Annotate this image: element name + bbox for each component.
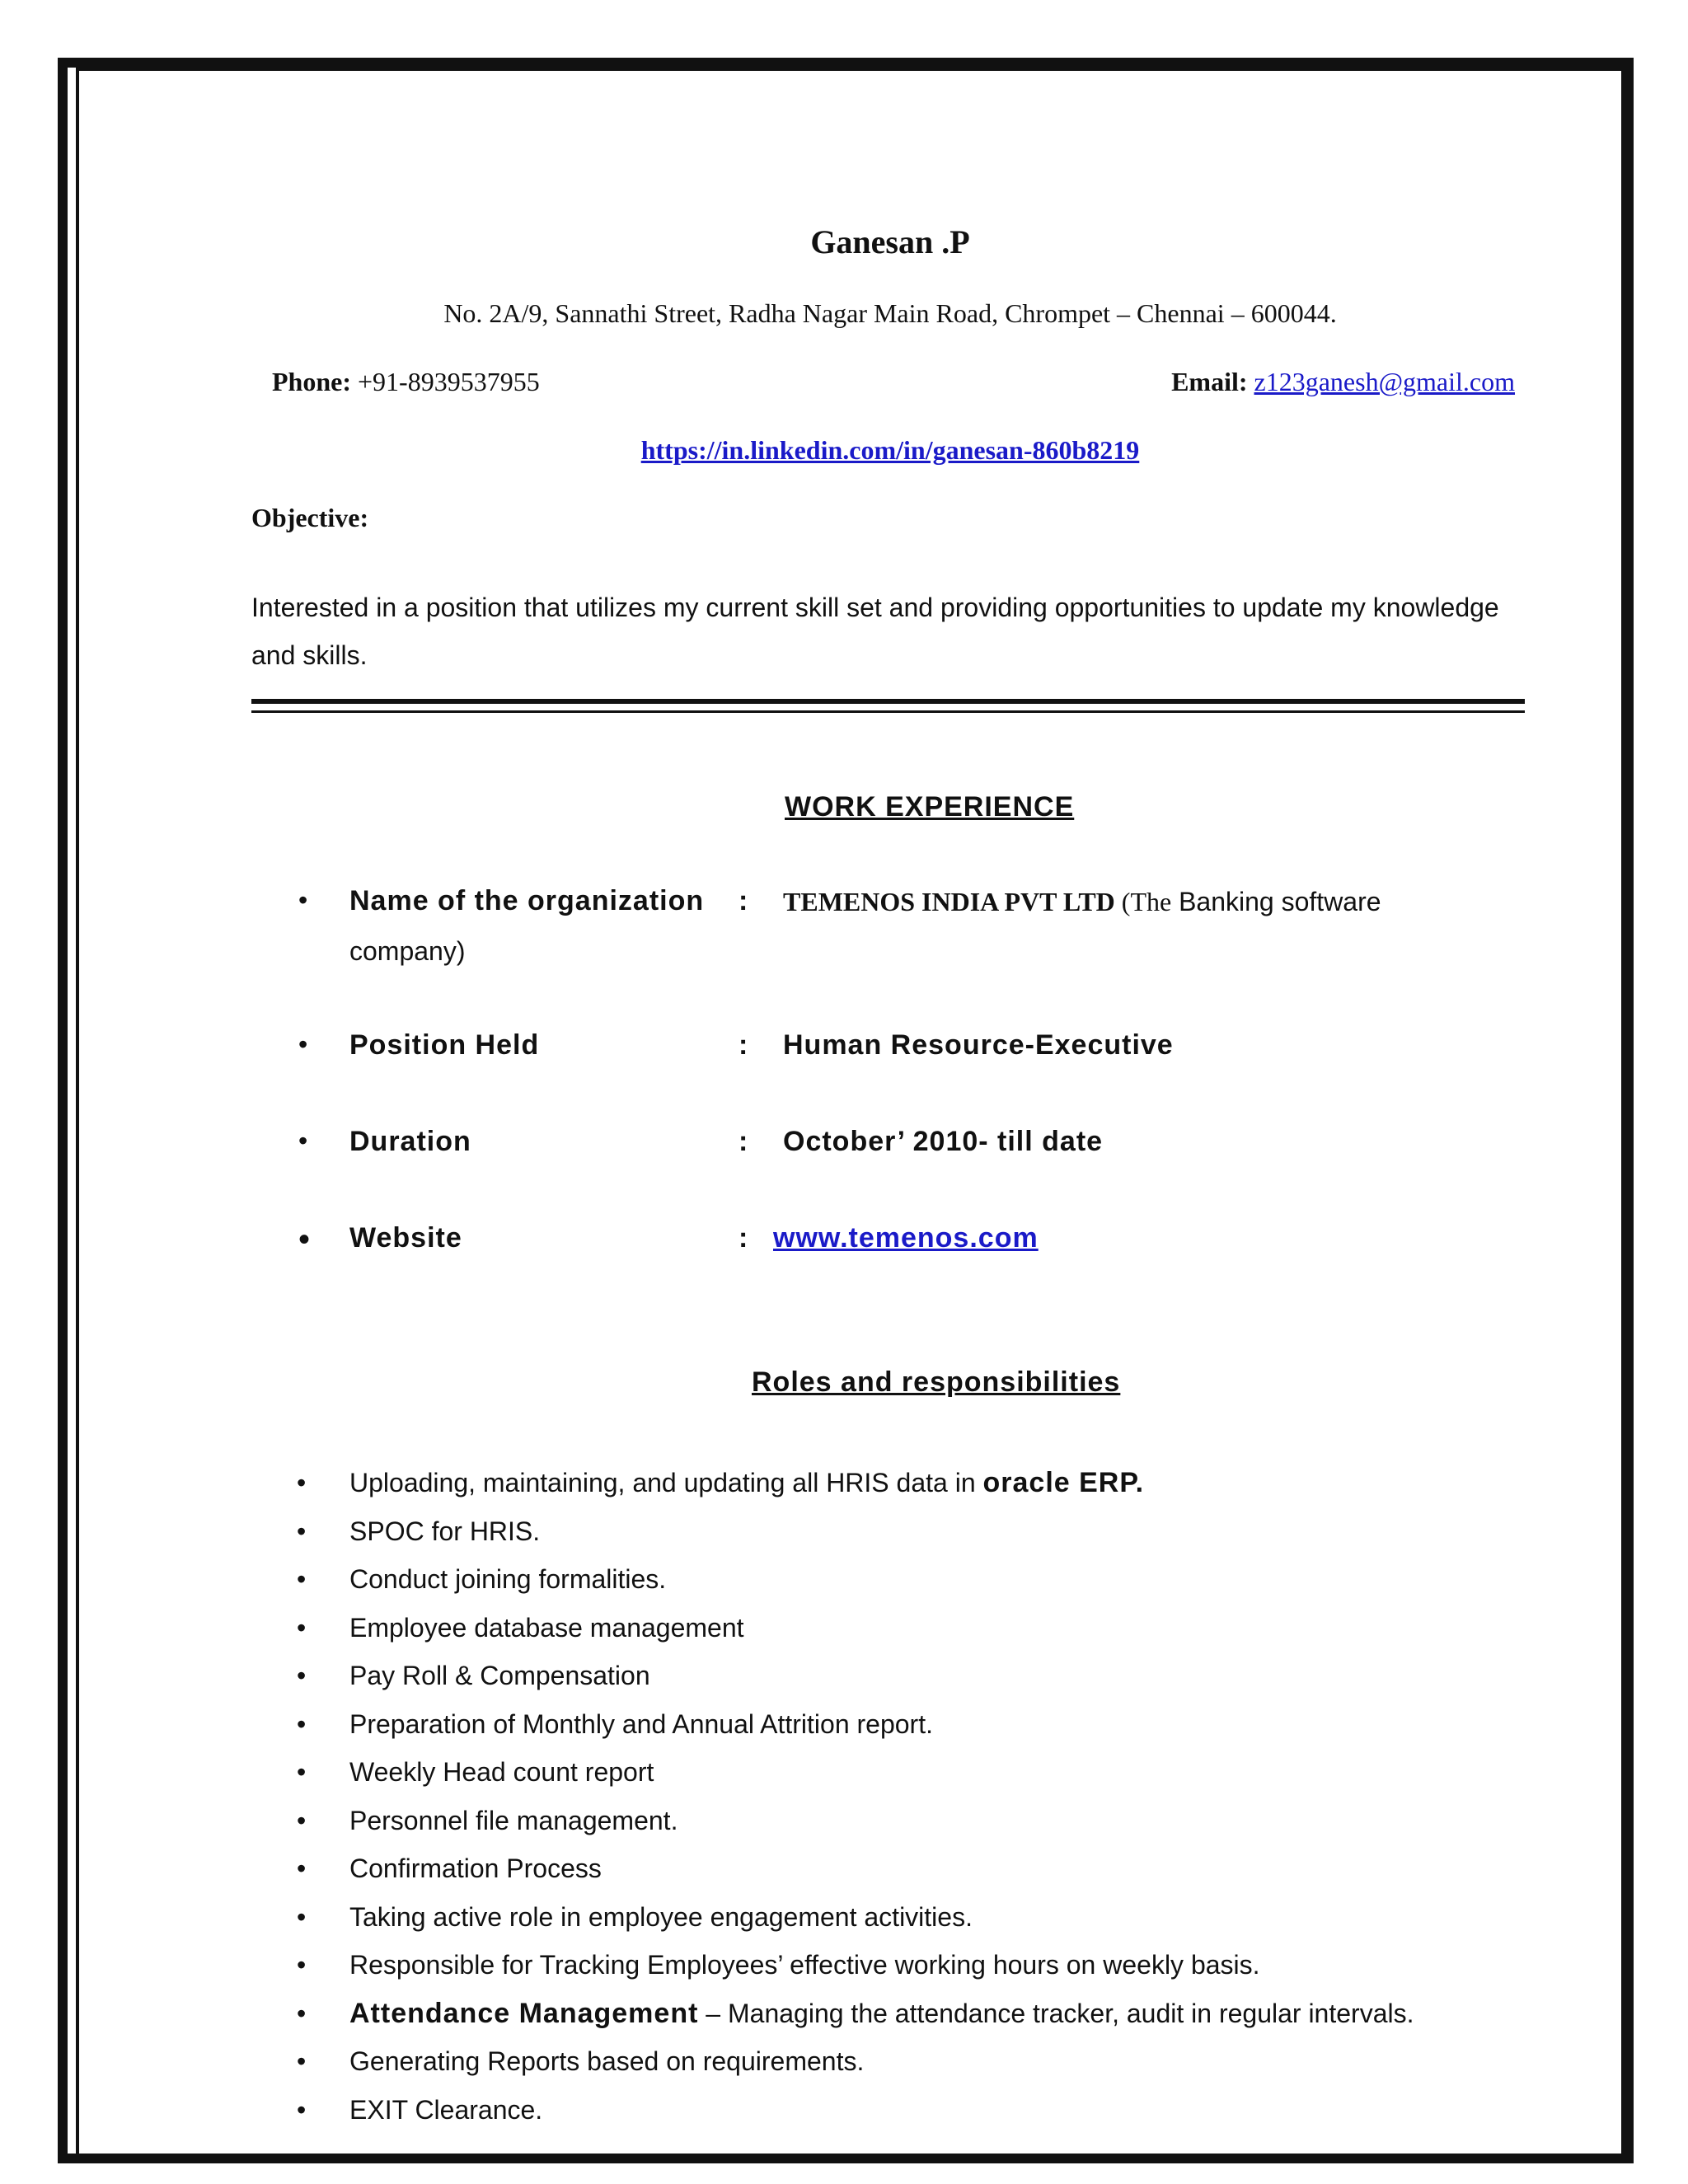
role-bullet: • — [297, 2046, 307, 2076]
duration-label: Duration — [349, 1126, 471, 1157]
role-bullet: • — [297, 1661, 307, 1690]
objective-title: Objective: — [251, 503, 369, 532]
role-item — [297, 2086, 1414, 2135]
role-text: SPOC for HRIS. — [349, 1516, 541, 1546]
website-link[interactable]: www.temenos.com — [773, 1222, 1039, 1254]
position-value: Human Resource-Executive — [783, 1029, 1174, 1061]
website-colon: : — [738, 1222, 748, 1254]
role-text: EXIT Clearance. — [349, 2094, 543, 2125]
role-bullet: • — [297, 1612, 307, 1643]
bullet-website: • — [298, 1221, 311, 1258]
email-link[interactable]: z123ganesh@gmail.com — [1254, 367, 1515, 396]
duration-colon: : — [738, 1126, 748, 1157]
linkedin-line — [0, 435, 1688, 466]
role-item — [297, 1797, 1414, 1845]
role-bullet: • — [297, 2094, 307, 2125]
roles-list — [297, 1459, 1414, 2134]
roles-title: Roles and responsibilities — [752, 1366, 1121, 1398]
role-bullet: • — [297, 1805, 307, 1835]
role-item — [297, 1700, 1414, 1749]
role-item — [297, 1844, 1414, 1893]
role-item — [297, 1990, 1414, 2038]
role-bullet: • — [297, 1998, 307, 2028]
bullet-duration: • — [298, 1126, 308, 1155]
duration-value: October’ 2010- till date — [783, 1126, 1104, 1157]
role-bullet: • — [297, 1757, 307, 1787]
objective-text: Interested in a position that utilizes my current skill set and providing opportunities to update my knowledge and skills. — [251, 593, 1499, 670]
bullet-position: • — [298, 1029, 308, 1059]
org-value — [783, 887, 1381, 917]
role-text: Responsible for Tracking Employees’ effective working hours on weekly basis. — [349, 1950, 1260, 1980]
role-bullet: • — [297, 1564, 307, 1594]
role-bold-head: Attendance Management — [349, 1997, 699, 2029]
bullet-org: • — [298, 885, 308, 915]
divider-thin — [251, 710, 1525, 713]
email-label: Email: — [1171, 367, 1248, 396]
org-desc-wrap: company) — [349, 936, 466, 966]
role-text: Pay Roll & Compensation — [349, 1661, 650, 1690]
org-name: TEMENOS INDIA PVT LTD — [783, 887, 1115, 916]
role-text: Uploading, maintaining, and updating all HRIS data in — [349, 1468, 983, 1497]
role-item — [297, 1748, 1414, 1797]
role-bullet: • — [297, 1516, 307, 1546]
role-bold-tail: oracle ERP. — [982, 1467, 1145, 1498]
role-item — [297, 1507, 1414, 1556]
position-label: Position Held — [349, 1029, 540, 1061]
phone-value: +91-8939537955 — [358, 367, 540, 396]
role-text: Taking active role in employee engagement activities. — [349, 1901, 973, 1932]
role-item — [297, 1604, 1414, 1652]
divider-thick — [251, 699, 1525, 704]
website-value — [773, 1222, 1039, 1254]
role-text: Confirmation Process — [349, 1854, 602, 1883]
candidate-name: Ganesan .P — [810, 223, 970, 260]
role-text: Conduct joining formalities. — [349, 1564, 667, 1594]
role-item — [297, 2037, 1414, 2086]
email-line — [1171, 367, 1515, 397]
role-bullet: • — [297, 1708, 307, 1739]
phone-label: Phone: — [272, 367, 351, 396]
phone-line — [272, 367, 540, 397]
role-text: – Managing the attendance tracker, audit in regular intervals. — [698, 1998, 1414, 2028]
role-text: Employee database management — [349, 1612, 744, 1643]
role-item — [297, 1941, 1414, 1990]
role-text: Generating Reports based on requirements. — [349, 2046, 865, 2076]
role-bullet: • — [297, 1854, 307, 1883]
org-desc-rest: Banking software — [1171, 887, 1381, 916]
linkedin-link[interactable]: https://in.linkedin.com/in/ganesan-860b8219 — [640, 435, 1140, 465]
role-text: Weekly Head count report — [349, 1757, 654, 1787]
role-item — [297, 1459, 1414, 1507]
role-text: Preparation of Monthly and Annual Attrition report. — [349, 1708, 933, 1739]
position-colon: : — [738, 1029, 748, 1061]
org-colon: : — [738, 885, 748, 916]
role-item — [297, 1555, 1414, 1604]
role-bullet: • — [297, 1950, 307, 1980]
org-desc-open: (The — [1114, 887, 1172, 916]
role-bullet: • — [297, 1901, 307, 1932]
role-item — [297, 1652, 1414, 1700]
role-text: Personnel file management. — [349, 1805, 678, 1835]
org-label: Name of the organization — [349, 885, 705, 916]
work-experience-title: WORK EXPERIENCE — [785, 791, 1075, 823]
role-bullet: • — [297, 1468, 307, 1497]
candidate-address: No. 2A/9, Sannathi Street, Radha Nagar Main Road, Chrompet – Chennai – 600044. — [443, 298, 1337, 328]
website-label: Website — [349, 1222, 462, 1254]
role-item — [297, 1893, 1414, 1942]
